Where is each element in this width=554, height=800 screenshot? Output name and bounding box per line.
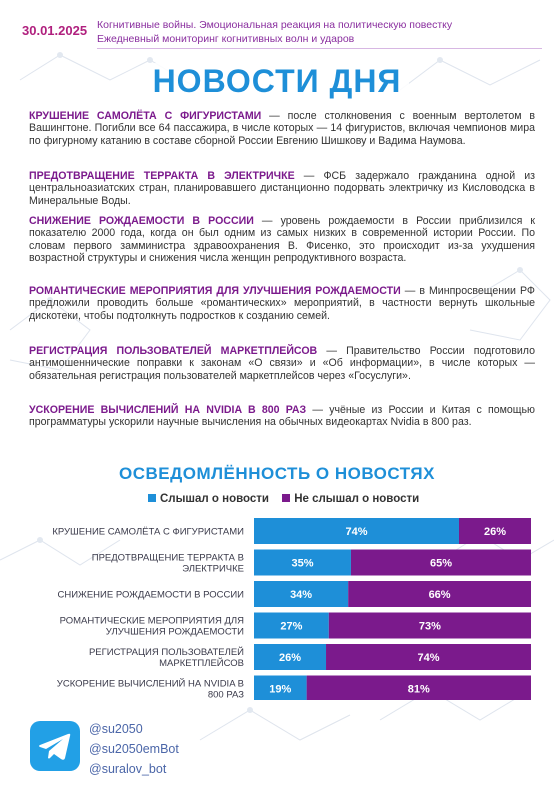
header-subtitle-2: Ежедневный мониторинг когнитивных волн и ударов: [97, 33, 355, 45]
value-label-heard-1: 74%: [345, 526, 368, 538]
category-label-1: КРУШЕНИЕ САМОЛЁТА С ФИГУРИСТАМИ: [52, 526, 244, 538]
value-label-not-heard-1: 26%: [483, 526, 507, 538]
news-headline-1: КРУШЕНИЕ САМОЛЁТА С ФИГУРИСТАМИ: [29, 110, 262, 122]
header-divider: [97, 48, 542, 49]
legend-label-not-heard: Не слышал о новости: [294, 493, 420, 505]
news-item-1: [29, 110, 535, 147]
value-label-not-heard-6: 81%: [407, 683, 430, 696]
news-text-4: — в Минпросвещении РФ предложили проводить больше «романтических» мероприятий, в частности вернуть школьные дискотеки, чтобы подтолкнуть подростков к созданию семей.: [29, 285, 535, 322]
footer-link-1[interactable]: @su2050: [89, 722, 143, 736]
header-subtitle-1: Когнитивные войны. Эмоциональная реакция на политическую повестку: [97, 19, 453, 31]
category-label-4: РОМАНТИЧЕСКИЕ МЕРОПРИЯТИЯ ДЛЯ УЛУЧШЕНИЯ РОЖДАЕМОСТИ: [59, 615, 244, 638]
news-headline-4: РОМАНТИЧЕСКИЕ МЕРОПРИЯТИЯ ДЛЯ УЛУЧШЕНИЯ РОЖДАЕМОСТИ: [29, 285, 401, 297]
value-label-not-heard-2: 65%: [429, 557, 452, 570]
page-title-text: НОВОСТИ ДНЯ: [145, 63, 410, 99]
news-text-5: — Правительство России подготовило антимошеннические поправки к законам «О связи» и «Об информации», в числе которых — обязательная регистрация пользователей маркетплейсов через «Госуслуги».: [29, 345, 536, 382]
news-item-2: [29, 170, 535, 207]
news-text-3: — уровень рождаемости в России приблизился к показателю 2000 года, когда он был одним из самых низких в современной истории России. По словам первого замминистра здравоохранения В. Фисенко, это происходит из-за ухудшения возрастной структуры и снижения числа женщин репродуктивного возраста.: [29, 215, 536, 264]
telegram-icon[interactable]: [30, 721, 80, 771]
value-label-heard-2: 35%: [291, 557, 314, 570]
legend-item-heard: [148, 493, 269, 505]
news-headline-5: РЕГИСТРАЦИЯ ПОЛЬЗОВАТЕЛЕЙ МАРКЕТПЛЕЙСОВ: [29, 345, 318, 357]
news-item-6: [29, 404, 535, 429]
footer-links: [89, 719, 179, 779]
value-label-heard-6: 19%: [269, 683, 292, 696]
category-label-6: УСКОРЕНИЕ ВЫЧИСЛЕНИЙ НА NVIDIA В 800 РАЗ: [56, 678, 244, 700]
legend-label-heard: Слышал о новости: [160, 493, 269, 505]
category-label-2: ПРЕДОТВРАЩЕНИЕ ТЕРРАКТА В ЭЛЕКТРИЧКЕ: [91, 552, 244, 575]
legend-swatch-heard: [148, 494, 156, 502]
value-label-heard-5: 26%: [278, 652, 302, 664]
news-headline-6: УСКОРЕНИЕ ВЫЧИСЛЕНИЙ НА NVIDIA В 800 РАЗ: [29, 404, 307, 416]
chart-title: ОСВЕДОМЛЁННОСТЬ О НОВОСТЯХ: [119, 464, 435, 483]
header: [0, 0, 554, 52]
value-label-not-heard-5: 74%: [417, 652, 440, 664]
news-text-2: — ФСБ задержало гражданина одной из центральноазиатских стран, планировавшего дистанционно подорвать электричку из Кисловодска в Минеральные Воды.: [29, 170, 535, 207]
news-text-1: — после столкновения с военным вертолетом в Вашингтоне. Погибли все 64 пассажира, в числе которых — 14 фигуристов, включая чемпионов мира по фигурному катанию в составе сборной России Евгению Шишкову и Вадима Наумова.: [29, 110, 535, 147]
legend-item-not-heard: [282, 493, 419, 505]
value-label-not-heard-4: 73%: [418, 620, 441, 633]
value-label-heard-4: 27%: [280, 620, 303, 633]
value-label-not-heard-3: 66%: [428, 589, 451, 601]
news-headline-2: ПРЕДОТВРАЩЕНИЕ ТЕРРАКТА В ЭЛЕКТРИЧКЕ: [29, 170, 295, 182]
header-date: 30.01.2025: [22, 23, 88, 38]
chart-legend: [148, 493, 429, 505]
category-label-3: СНИЖЕНИЕ РОЖДАЕМОСТИ В РОССИИ: [57, 589, 244, 601]
news-item-4: [29, 285, 535, 322]
page-title: [0, 63, 554, 100]
legend-swatch-not-heard: [282, 494, 290, 502]
news-item-3: [29, 215, 535, 264]
news-text-6: — учёные из России и Китая с помощью программатуры ускорили научные вычисления на обычных видеокартах Nvidia в 800 раз.: [29, 404, 535, 429]
awareness-bar-chart: [0, 510, 554, 700]
footer-link-2[interactable]: @su2050emBot: [89, 742, 179, 756]
footer-link-3[interactable]: @suralov_bot: [89, 762, 167, 776]
category-label-5: РЕГИСТРАЦИЯ ПОЛЬЗОВАТЕЛЕЙ МАРКЕТПЛЕЙСОВ: [88, 647, 244, 669]
value-label-heard-3: 34%: [290, 589, 313, 601]
news-headline-3: СНИЖЕНИЕ РОЖДАЕМОСТИ В РОССИИ: [29, 215, 254, 227]
news-item-5: [29, 345, 535, 382]
